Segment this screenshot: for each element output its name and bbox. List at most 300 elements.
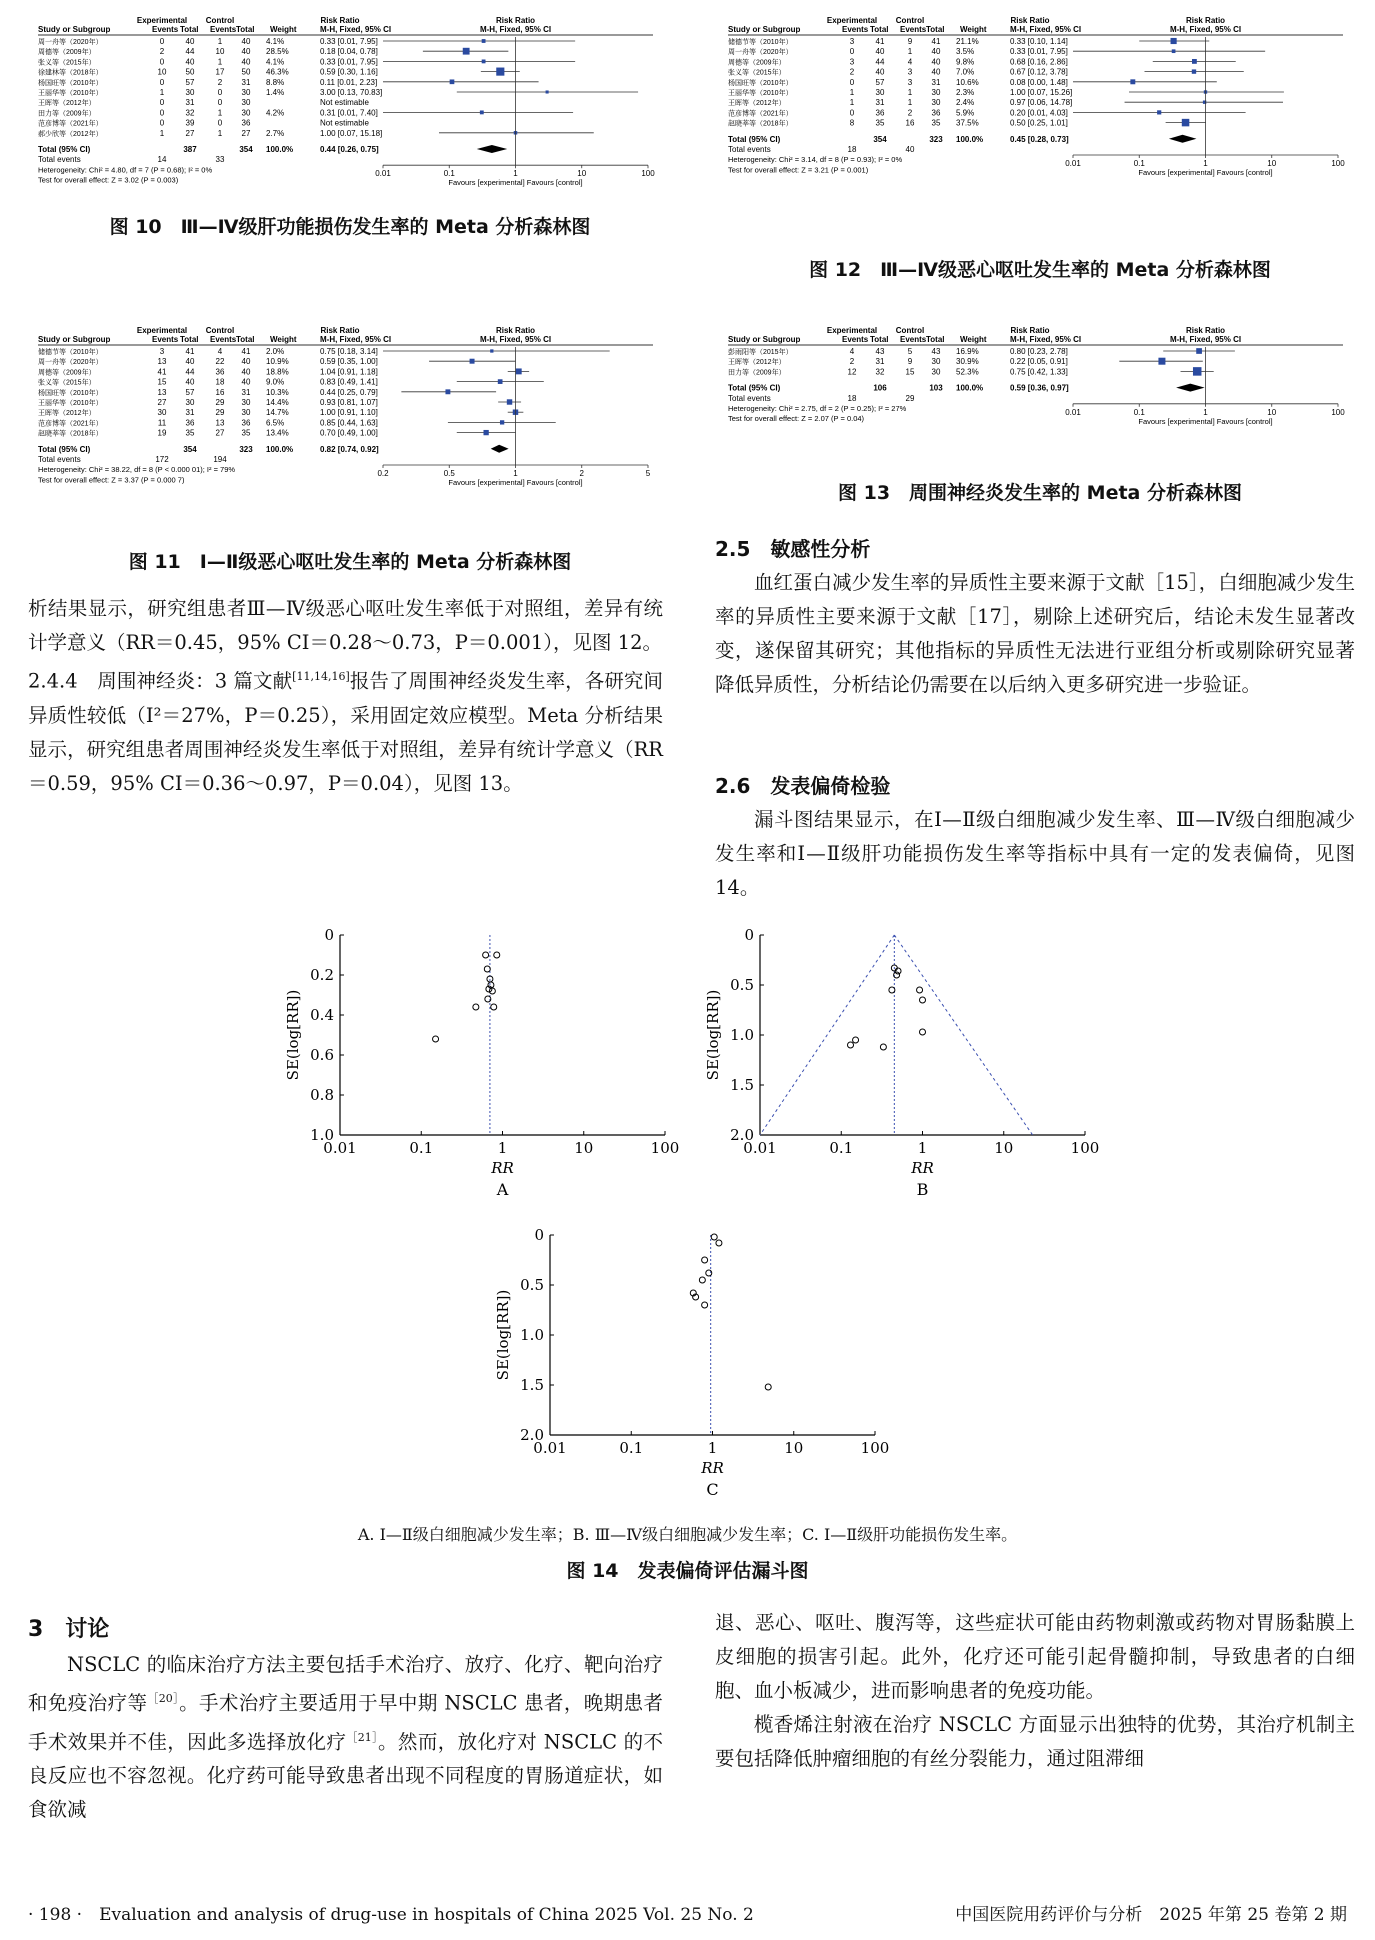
study-label: 周一舟等（2020年） <box>728 49 793 57</box>
events-label: Total events <box>38 155 81 165</box>
funnel-point <box>716 1240 722 1246</box>
forest-plot-fig11 <box>38 325 658 520</box>
study-value: 2.0% <box>266 347 285 356</box>
study-value: 10 <box>157 67 167 77</box>
text-fragment: NSCLC 的临床治疗方法主要包括手术治疗、放疗、化疗、靶向治疗和免疫治疗等 <box>28 1653 663 1715</box>
text-fragment: 报告了周围神经炎发生率，各研究间异质性较低（I²＝27%，P＝0.25），采用固定效应模型。Meta 分析结果显示，研究组患者周围神经炎发生率低于对照组，差异有统计学意义（RR＝0.59，95% CI＝0.36～0.97，P＝0.04），见图 13。 <box>28 669 663 795</box>
study-value: 31 <box>931 77 941 87</box>
header-col: Events <box>152 335 179 344</box>
header-col: Events <box>842 335 869 344</box>
study-value: 40 <box>931 57 941 67</box>
study-value: 27 <box>157 398 167 407</box>
header-control: Control <box>895 326 925 335</box>
study-value: 27 <box>185 128 195 138</box>
favours-label: Favours [experimental] Favours [control] <box>1138 416 1273 426</box>
study-value: 30 <box>931 367 941 377</box>
funnel-boundary-right <box>894 935 1032 1135</box>
study-point <box>1192 59 1197 64</box>
x-tick-label: 100 <box>650 1139 680 1157</box>
study-ci: 3.00 [0.13, 70.83] <box>320 88 383 97</box>
study-label: 张义等（2015年） <box>38 379 96 387</box>
study-value: 35 <box>931 118 941 128</box>
citation: ［21］ <box>346 1730 379 1744</box>
study-value: 40 <box>241 377 251 387</box>
study-value: 3 <box>849 57 855 67</box>
study-value: 29 <box>215 398 225 407</box>
header-col: Events <box>210 25 237 34</box>
favours-label: Favours [experimental] Favours [control] <box>448 478 583 487</box>
study-value: 46.3% <box>266 67 289 77</box>
study-label: 周德等（2009年） <box>728 59 786 67</box>
study-ci: 1.04 [0.91, 1.18] <box>320 367 378 377</box>
study-value: 30 <box>241 108 251 118</box>
study-ci: 0.33 [0.01, 7.95] <box>320 57 378 67</box>
panel-label: A <box>496 1180 509 1199</box>
study-value: 18.8% <box>266 367 289 377</box>
study-point <box>480 110 484 114</box>
total-diamond <box>491 445 509 453</box>
study-point <box>445 389 450 394</box>
header-risk-ratio: Risk Ratio <box>320 16 360 25</box>
study-label: 王丽华等（2010年） <box>728 90 793 97</box>
study-value: 1 <box>217 57 223 67</box>
study-ci: 1.00 [0.91, 1.10] <box>320 408 378 418</box>
x-tick-label: 10 <box>577 169 587 179</box>
study-value: 30 <box>185 398 195 407</box>
header-col: Total <box>870 335 889 344</box>
study-ci: 0.08 [0.00, 1.48] <box>1010 77 1068 87</box>
study-value: 14.4% <box>266 398 289 407</box>
total-label: Total (95% CI) <box>38 444 91 454</box>
x-tick-label: 0.2 <box>377 469 389 478</box>
study-ci: 0.85 [0.44, 1.63] <box>320 418 378 428</box>
study-label: 周德等（2009年） <box>38 49 96 57</box>
study-value: 1 <box>849 98 855 108</box>
header-risk-ratio: Risk Ratio <box>1010 326 1050 335</box>
y-tick-label: 0 <box>534 1226 544 1244</box>
study-value: 31 <box>875 357 885 367</box>
study-value: 2.7% <box>266 128 285 138</box>
events-exp: 172 <box>155 455 169 464</box>
funnel-panel-a <box>280 920 680 1210</box>
study-point <box>1130 79 1135 84</box>
study-ci: 1.00 [0.07, 15.18] <box>320 128 383 138</box>
header-col: Total <box>926 25 945 34</box>
study-label: 周一舟等（2020年） <box>38 359 103 367</box>
study-ci: 0.33 [0.10, 1.14] <box>1010 37 1068 46</box>
study-value: 1 <box>217 108 223 118</box>
study-value: 1 <box>907 47 913 57</box>
study-point <box>463 48 470 55</box>
x-tick-label: 0.01 <box>533 1439 567 1457</box>
study-label: 王丽华等（2010年） <box>38 400 103 407</box>
study-value: 57 <box>875 77 885 87</box>
study-value: 40 <box>241 37 251 46</box>
study-value: 57 <box>185 387 195 397</box>
funnel-point <box>889 987 895 993</box>
study-ci: 0.59 [0.30, 1.16] <box>320 67 378 77</box>
study-label: 王丽华等（2010年） <box>38 90 103 97</box>
total-ctrl: 354 <box>239 145 253 154</box>
study-ci: 0.93 [0.81, 1.07] <box>320 398 378 407</box>
study-ci: 0.33 [0.01, 7.95] <box>320 37 378 46</box>
study-value: 0 <box>849 108 855 118</box>
study-label: 储德节等（2010年） <box>38 349 103 356</box>
y-tick-label: 0 <box>324 926 334 944</box>
study-value: 16.9% <box>956 347 979 356</box>
overall-effect: Test for overall effect: Z = 3.02 (P = 0.003) <box>38 175 179 185</box>
total-ctrl: 103 <box>929 383 943 393</box>
funnel-point <box>494 952 500 958</box>
study-label: 范彦博等（2021年） <box>38 120 103 128</box>
events-exp: 14 <box>157 155 167 165</box>
study-value: 30 <box>931 98 941 108</box>
x-tick-label: 0.01 <box>1065 159 1081 168</box>
funnel-point <box>853 1037 859 1043</box>
study-value: 0 <box>159 118 165 128</box>
funnel-point <box>880 1044 886 1050</box>
y-tick-label: 1.0 <box>310 1126 334 1144</box>
total-diamond <box>477 145 507 153</box>
paragraph: 漏斗图结果显示，在Ⅰ—Ⅱ级白细胞减少发生率、Ⅲ—Ⅳ级白细胞减少发生率和Ⅰ—Ⅱ级肝功能损伤发生率等指标中具有一定的发表偏倚，见图 14。 <box>715 808 1355 899</box>
study-point <box>1157 110 1161 114</box>
study-value: 44 <box>185 47 195 57</box>
header-col: Total <box>926 335 945 344</box>
study-value: 31 <box>185 408 195 418</box>
study-ci: Not estimable <box>320 98 369 108</box>
study-value: 29 <box>215 408 225 418</box>
study-value: 15 <box>157 377 167 387</box>
study-value: 0 <box>159 57 165 67</box>
x-tick-label: 1 <box>1203 159 1208 168</box>
study-value: 3 <box>907 77 913 87</box>
x-tick-label: 100 <box>641 169 655 179</box>
study-ci: 0.75 [0.18, 3.14] <box>320 347 378 356</box>
study-value: 13.4% <box>266 428 289 438</box>
study-point <box>450 79 455 84</box>
header-col: Weight <box>270 335 297 344</box>
x-tick-label: 1 <box>513 169 518 179</box>
study-value: 5.9% <box>956 108 975 118</box>
study-value: 41 <box>157 367 167 377</box>
study-label: 王晖等（2012年） <box>728 359 786 367</box>
header-ci-plot: M-H, Fixed, 95% CI <box>1169 25 1242 34</box>
total-weight: 100.0% <box>956 383 984 393</box>
y-tick-label: 0.5 <box>730 976 754 994</box>
study-label: 张义等（2015年） <box>728 69 786 77</box>
study-label: 杨国旺等（2010年） <box>728 79 793 87</box>
events-ctrl: 29 <box>905 393 915 403</box>
study-value: 44 <box>185 367 195 377</box>
study-value: 1 <box>159 128 165 138</box>
study-value: 3.5% <box>956 47 975 57</box>
study-value: 2 <box>849 357 855 367</box>
fig14-caption: 图 14 发表偏倚评估漏斗图 <box>566 1560 809 1582</box>
text-fragment: 周围神经炎：3 篇文献 <box>97 669 293 693</box>
header-risk-ratio: Risk Ratio <box>1010 16 1050 25</box>
paragraph-fig12-result: 析结果显示，研究组患者Ⅲ—Ⅳ级恶心呕吐发生率低于对照组，差异有统计学意义（RR＝0.45，95% CI＝0.28～0.73，P＝0.001），见图 12。 <box>28 597 663 654</box>
header-control: Control <box>205 16 235 25</box>
study-point <box>1196 348 1202 354</box>
total-weight: 100.0% <box>266 145 294 154</box>
study-value: 0 <box>159 37 165 46</box>
study-value: 40 <box>241 47 251 57</box>
total-ci: 0.44 [0.26, 0.75] <box>320 145 379 154</box>
header-risk-ratio-plot: Risk Ratio <box>495 16 536 25</box>
x-tick-label: 1 <box>1203 407 1208 417</box>
section-3-left <box>28 1648 663 1827</box>
study-label: 赵晓莘等（2018年） <box>38 430 103 438</box>
header-control: Control <box>895 16 925 25</box>
study-value: 1.4% <box>266 88 285 97</box>
header-col: Events <box>842 25 869 34</box>
header-col: Events <box>900 25 927 34</box>
study-value: 8.8% <box>266 77 285 87</box>
header-col: Total <box>180 25 199 34</box>
text-fragment: 。手术治疗主要适用于早中期 NSCLC 患者，晚期患者手术效果并不佳，因此多选择放化疗 <box>28 1691 663 1753</box>
study-value: 40 <box>241 57 251 67</box>
study-ci: 0.50 [0.25, 1.01] <box>1010 118 1068 128</box>
x-tick-label: 0.1 <box>409 1139 434 1157</box>
study-ci: 0.31 [0.01, 7.40] <box>320 108 378 118</box>
study-label: 田力等（2009年） <box>38 110 96 118</box>
study-value: 4 <box>217 347 223 356</box>
study-value: 0 <box>159 98 165 108</box>
study-value: 57 <box>185 77 195 87</box>
header-col: Total <box>870 25 889 34</box>
study-value: 40 <box>931 67 941 77</box>
study-value: 52.3% <box>956 367 979 377</box>
study-value: 5 <box>907 347 913 356</box>
study-value: 13 <box>157 357 167 367</box>
study-value: 36 <box>875 108 885 118</box>
total-weight: 100.0% <box>266 444 294 454</box>
study-point <box>516 368 522 374</box>
study-value: 43 <box>875 347 885 356</box>
text-fragment: 。然而，放化疗对 NSCLC 的不良反应也不容忽视。化疗药可能导致患者出现不同程度的胃肠道症状，如食欲减 <box>28 1730 663 1821</box>
study-value: 30 <box>241 398 251 407</box>
header-risk-ratio: Risk Ratio <box>320 326 360 335</box>
section-2-5-title: 2.5 敏感性分析 <box>715 537 871 561</box>
x-tick-label: 0.01 <box>323 1139 357 1157</box>
total-diamond <box>1176 384 1205 392</box>
total-ctrl: 323 <box>239 444 253 454</box>
study-value: 40 <box>875 47 885 57</box>
study-value: 9 <box>907 37 913 46</box>
x-tick-label: 0.1 <box>1133 159 1145 168</box>
study-value: 2 <box>159 47 165 57</box>
section-2-5-body <box>715 566 1355 702</box>
study-value: 9 <box>907 357 913 367</box>
x-tick-label: 10 <box>1267 159 1277 168</box>
x-tick-label: 2 <box>579 469 584 478</box>
footer-left: · 198 · Evaluation and analysis of drug-use in hospitals of China 2025 Vol. 25 No. 2 <box>28 1905 754 1925</box>
x-tick-label: 0.1 <box>443 169 455 179</box>
study-value: 40 <box>931 47 941 57</box>
x-tick-label: 10 <box>994 1139 1014 1157</box>
x-tick-label: 1 <box>513 469 518 478</box>
study-value: 0 <box>217 118 223 128</box>
y-tick-label: 2.0 <box>520 1426 544 1444</box>
study-value: 39 <box>185 118 195 128</box>
overall-effect: Test for overall effect: Z = 2.07 (P = 0.04) <box>728 414 865 424</box>
header-experimental: Experimental <box>826 16 878 25</box>
fig11-caption: 图 11 Ⅰ—Ⅱ级恶心呕吐发生率的 Meta 分析森林图 <box>128 551 572 573</box>
fig10-caption: 图 10 Ⅲ—Ⅳ级肝功能损伤发生率的 Meta 分析森林图 <box>109 216 591 238</box>
x-tick-label: 10 <box>784 1439 804 1457</box>
paragraph-244 <box>28 660 663 801</box>
funnel-point <box>483 952 489 958</box>
x-tick-label: 0.01 <box>743 1139 777 1157</box>
header-study: Study or Subgroup <box>728 25 801 34</box>
funnel-point <box>702 1302 708 1308</box>
header-ci: M-H, Fixed, 95% CI <box>1010 335 1082 344</box>
study-value: 3 <box>907 67 913 77</box>
study-value: 2 <box>217 77 223 87</box>
study-value: 31 <box>241 77 251 87</box>
header-col: Total <box>236 335 255 344</box>
header-study: Study or Subgroup <box>38 25 111 34</box>
y-tick-label: 0.5 <box>520 1276 544 1294</box>
study-value: 50 <box>185 67 195 77</box>
study-label: 徐建林等（2018年） <box>38 69 103 77</box>
funnel-point <box>765 1384 771 1390</box>
study-value: 0 <box>217 88 223 97</box>
study-ci: 0.67 [0.12, 3.78] <box>1010 67 1068 77</box>
x-tick-label: 0.01 <box>375 169 391 179</box>
x-tick-label: 100 <box>1070 1139 1100 1157</box>
x-tick-label: 0.1 <box>829 1139 854 1157</box>
study-value: 12 <box>847 367 857 377</box>
study-ci: 0.75 [0.42, 1.33] <box>1010 367 1068 377</box>
x-tick-label: 0.1 <box>1133 407 1145 417</box>
x-axis-label: RR <box>701 1459 724 1477</box>
events-exp: 18 <box>847 393 857 403</box>
total-exp: 106 <box>873 383 887 393</box>
x-tick-label: 100 <box>860 1439 890 1457</box>
x-axis-label: RR <box>491 1159 514 1177</box>
study-value: 21.1% <box>956 37 979 46</box>
study-ci: 0.70 [0.49, 1.00] <box>320 428 378 438</box>
study-value: 36 <box>185 418 195 428</box>
study-value: 35 <box>875 118 885 128</box>
funnel-point <box>702 1257 708 1263</box>
heterogeneity: Heterogeneity: Chi² = 2.75, df = 2 (P = 0.25); I² = 27% <box>728 404 907 413</box>
header-col: Events <box>210 335 237 344</box>
header-col: Total <box>180 335 199 344</box>
study-ci: 0.18 [0.04, 0.78] <box>320 47 378 57</box>
study-value: 7.0% <box>956 67 975 77</box>
study-ci: 0.11 [0.01, 2.23] <box>320 77 378 87</box>
header-col: Weight <box>270 25 297 34</box>
study-value: 50 <box>241 67 251 77</box>
study-point <box>1172 49 1176 53</box>
study-value: 35 <box>185 428 195 438</box>
study-ci: 0.20 [0.01, 4.03] <box>1010 108 1068 118</box>
study-point <box>1158 358 1165 365</box>
header-risk-ratio-plot: Risk Ratio <box>1185 16 1226 25</box>
study-ci: 0.68 [0.16, 2.86] <box>1010 57 1068 67</box>
forest-plot-fig10 <box>38 15 658 195</box>
study-value: 41 <box>931 37 941 46</box>
study-point <box>1193 367 1202 376</box>
study-ci: 0.80 [0.23, 2.78] <box>1010 347 1068 356</box>
study-value: 30 <box>185 88 195 97</box>
x-tick-label: 100 <box>1331 407 1345 417</box>
study-value: 18 <box>215 377 225 387</box>
funnel-point <box>711 1234 717 1240</box>
study-value: 19 <box>157 428 167 438</box>
study-ci: 0.33 [0.01, 7.95] <box>1010 47 1068 57</box>
total-label: Total (95% CI) <box>38 145 91 154</box>
heterogeneity: Heterogeneity: Chi² = 3.14, df = 8 (P = 0.93); I² = 0% <box>728 155 903 165</box>
study-value: 4 <box>849 347 855 356</box>
events-exp: 18 <box>847 145 857 154</box>
study-value: 41 <box>241 347 251 356</box>
x-tick-label: 0.1 <box>619 1439 644 1457</box>
total-label: Total (95% CI) <box>728 134 781 144</box>
study-value: 4.2% <box>266 108 285 118</box>
study-value: 36 <box>241 118 251 128</box>
header-col: Weight <box>960 335 987 344</box>
funnel-point <box>433 1036 439 1042</box>
study-value: 40 <box>185 37 195 46</box>
funnel-point <box>920 997 926 1003</box>
study-point <box>1171 38 1177 44</box>
study-point <box>498 379 503 384</box>
study-value: 9.0% <box>266 377 285 387</box>
events-ctrl: 194 <box>213 455 227 464</box>
header-risk-ratio-plot: Risk Ratio <box>1185 326 1226 335</box>
study-label: 周一舟等（2020年） <box>38 39 103 46</box>
funnel-subcaption: A. Ⅰ—Ⅱ级白细胞减少发生率；B. Ⅲ—Ⅳ级白细胞减少发生率；C. Ⅰ—Ⅱ级肝功能损伤发生率。 <box>357 1525 1018 1544</box>
header-ci-plot: M-H, Fixed, 95% CI <box>479 335 552 344</box>
study-value: 3 <box>849 37 855 46</box>
header-experimental: Experimental <box>136 16 188 25</box>
heterogeneity: Heterogeneity: Chi² = 4.80, df = 7 (P = 0.68); I² = 0% <box>38 165 213 175</box>
header-experimental: Experimental <box>826 326 878 335</box>
section-number: 2.4.4 <box>28 669 78 693</box>
study-value: 9.8% <box>956 57 975 67</box>
study-value: 3 <box>159 347 165 356</box>
study-value: 1 <box>907 88 913 97</box>
x-axis-label: RR <box>911 1159 934 1177</box>
study-value: 8 <box>849 118 855 128</box>
study-ci: 1.00 [0.07, 15.26] <box>1010 88 1073 97</box>
study-ci: 0.83 [0.49, 1.41] <box>320 377 378 387</box>
overall-effect: Test for overall effect: Z = 3.21 (P = 0.001) <box>728 165 869 175</box>
x-tick-label: 1 <box>497 1139 508 1157</box>
study-value: 35 <box>241 428 251 438</box>
y-tick-label: 0.2 <box>310 966 334 984</box>
header-col: Weight <box>960 25 987 34</box>
study-value: 41 <box>875 37 885 46</box>
x-tick-label: 1 <box>917 1139 928 1157</box>
heterogeneity: Heterogeneity: Chi² = 38.22, df = 8 (P < 0.000 01); I² = 79% <box>38 465 236 475</box>
section-3-right <box>715 1606 1355 1776</box>
panel-label: C <box>706 1480 719 1499</box>
y-tick-label: 0.8 <box>310 1086 334 1104</box>
study-ci: 0.59 [0.35, 1.00] <box>320 357 378 367</box>
funnel-boundary-left <box>760 935 894 1135</box>
study-label: 王晖等（2012年） <box>38 100 96 108</box>
study-label: 田力等（2009年） <box>728 369 786 377</box>
y-tick-label: 2.0 <box>730 1126 754 1144</box>
x-tick-label: 10 <box>574 1139 594 1157</box>
events-ctrl: 40 <box>905 145 915 154</box>
study-label: 张义等（2015年） <box>38 59 96 67</box>
section-2-6-title: 2.6 发表偏倚检验 <box>715 774 891 798</box>
